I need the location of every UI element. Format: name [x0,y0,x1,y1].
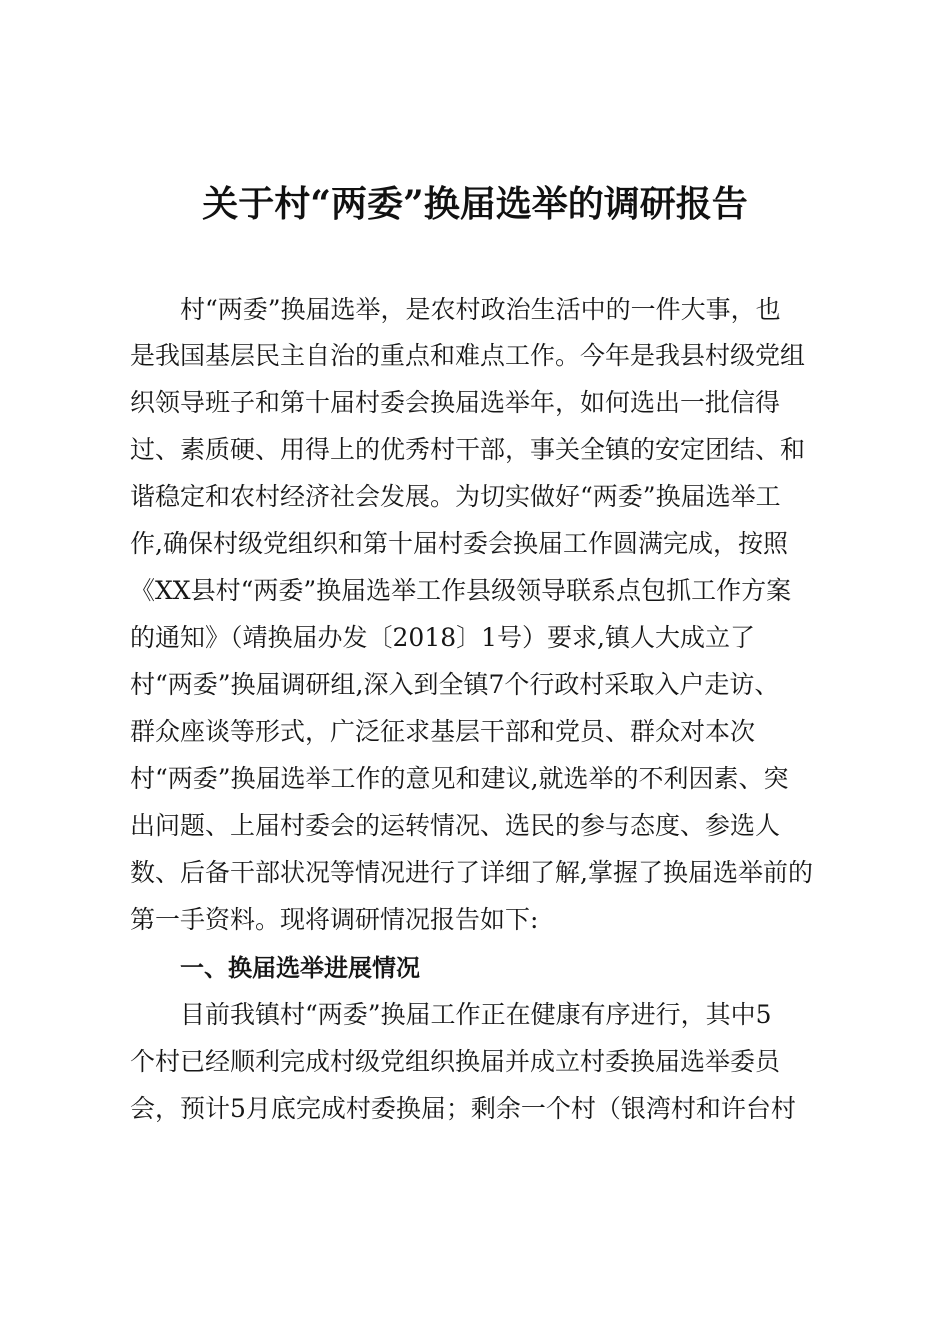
intro-line: 村“两委”换届选举，是农村政治生活中的一件大事，也 [180,295,781,324]
intro-line: 第一手资料。现将调研情况报告如下: [130,905,539,934]
page-title: 关于村“两委”换届选举的调研报告 [202,183,748,225]
section-heading: 一、换届选举进展情况 [180,954,420,982]
section-line: 目前我镇村“两委”换届工作正在健康有序进行，其中5 [180,1000,772,1029]
intro-line: 村“两委”换届调研组,深入到全镇7个行政村采取入户走访、 [130,670,780,699]
section-line: 会，预计5月底完成村委换届；剩余一个村（银湾村和许台村 [130,1094,796,1123]
intro-line: 群众座谈等形式，广泛征求基层干部和党员、群众对本次 [130,717,756,746]
intro-line: 数、后备干部状况等情况进行了详细了解,掌握了换届选举前的 [130,858,813,887]
intro-line: 《XX县村“两委”换届选举工作县级领导联系点包抓工作方案 [130,576,792,605]
section-line: 个村已经顺利完成村级党组织换届并成立村委换届选举委员 [130,1047,781,1076]
intro-line: 的通知》（靖换届办发〔2018〕1号）要求,镇人大成立了 [130,623,755,652]
intro-line: 是我国基层民主自治的重点和难点工作。今年是我县村级党组 [130,341,806,370]
intro-line: 谐稳定和农村经济社会发展。为切实做好“两委”换届选举工 [130,482,781,511]
intro-line: 村“两委”换届选举工作的意见和建议,就选举的不利因素、突 [130,764,789,793]
intro-line: 织领导班子和第十届村委会换届选举年，如何选出一批信得 [130,388,781,417]
intro-line: 作,确保村级党组织和第十届村委会换届工作圆满完成，按照 [130,529,788,558]
intro-line: 出问题、上届村委会的运转情况、选民的参与态度、参选人 [130,811,781,840]
intro-line: 过、素质硬、用得上的优秀村干部，事关全镇的安定团结、和 [130,435,806,464]
